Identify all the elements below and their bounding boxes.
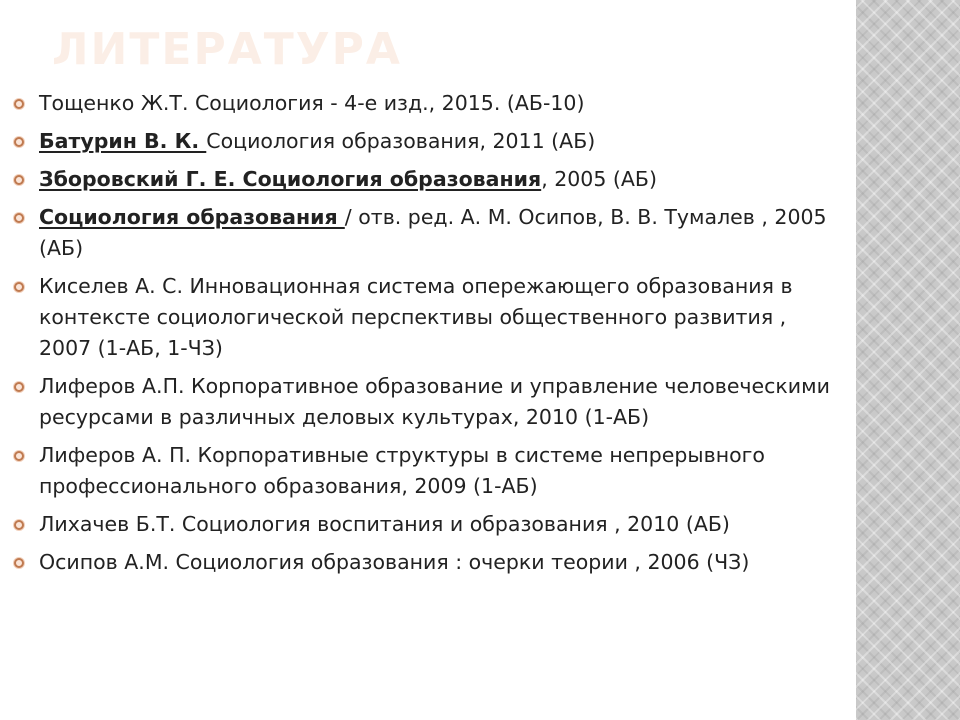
list-item [12,126,832,157]
reference-text: Лиферов А. П. Корпоративные структуры в системе непрерывного профессионального образования, 2009 (1-АБ) [39,443,765,498]
circle-bullet-icon [14,175,24,185]
circle-bullet-icon [14,99,24,109]
reference-text: Осипов А.М. Социология образования : очерки теории , 2006 (ЧЗ) [39,550,750,574]
circle-bullet-icon [14,213,24,223]
reference-text: Социология образования, 2011 (АБ) [206,129,596,153]
circle-bullet-icon [14,137,24,147]
list-item [12,547,832,578]
reference-link[interactable]: Батурин В. К. [39,129,207,153]
reference-link[interactable]: Зборовский Г. Е. Социология образования [39,167,542,191]
reference-text: Тощенко Ж.Т. Социология - 4-е изд., 2015. (АБ-10) [39,91,585,115]
list-item [12,271,832,364]
circle-bullet-icon [14,382,24,392]
circle-bullet-icon [14,451,24,461]
reference-text: Лиферов А.П. Корпоративное образование и управление человеческими ресурсами в различных деловых культурах, 2010 (1-АБ) [39,374,830,429]
reference-text: Лихачев Б.Т. Социология воспитания и образования , 2010 (АБ) [39,512,730,536]
reference-text: Киселев А. С. Инновационная система опережающего образования в контексте социологической перспективы общественного развития , 2007 (1-АБ, 1-ЧЗ) [39,274,793,360]
decorative-side-panel [856,0,960,720]
reference-text: / отв. ред. А. М. Осипов, В. В. Тумалев , 2005 (АБ) [39,205,827,260]
list-item [12,164,832,195]
list-item [12,371,832,433]
list-item [12,88,832,119]
reference-list [12,88,832,585]
reference-text: , 2005 (АБ) [541,167,657,191]
list-item [12,509,832,540]
list-item [12,202,832,264]
circle-bullet-icon [14,282,24,292]
list-item [12,440,832,502]
circle-bullet-icon [14,558,24,568]
reference-link[interactable]: Социология образования [39,205,345,229]
page-title: ЛИТЕРАТУРА [52,24,402,75]
circle-bullet-icon [14,520,24,530]
